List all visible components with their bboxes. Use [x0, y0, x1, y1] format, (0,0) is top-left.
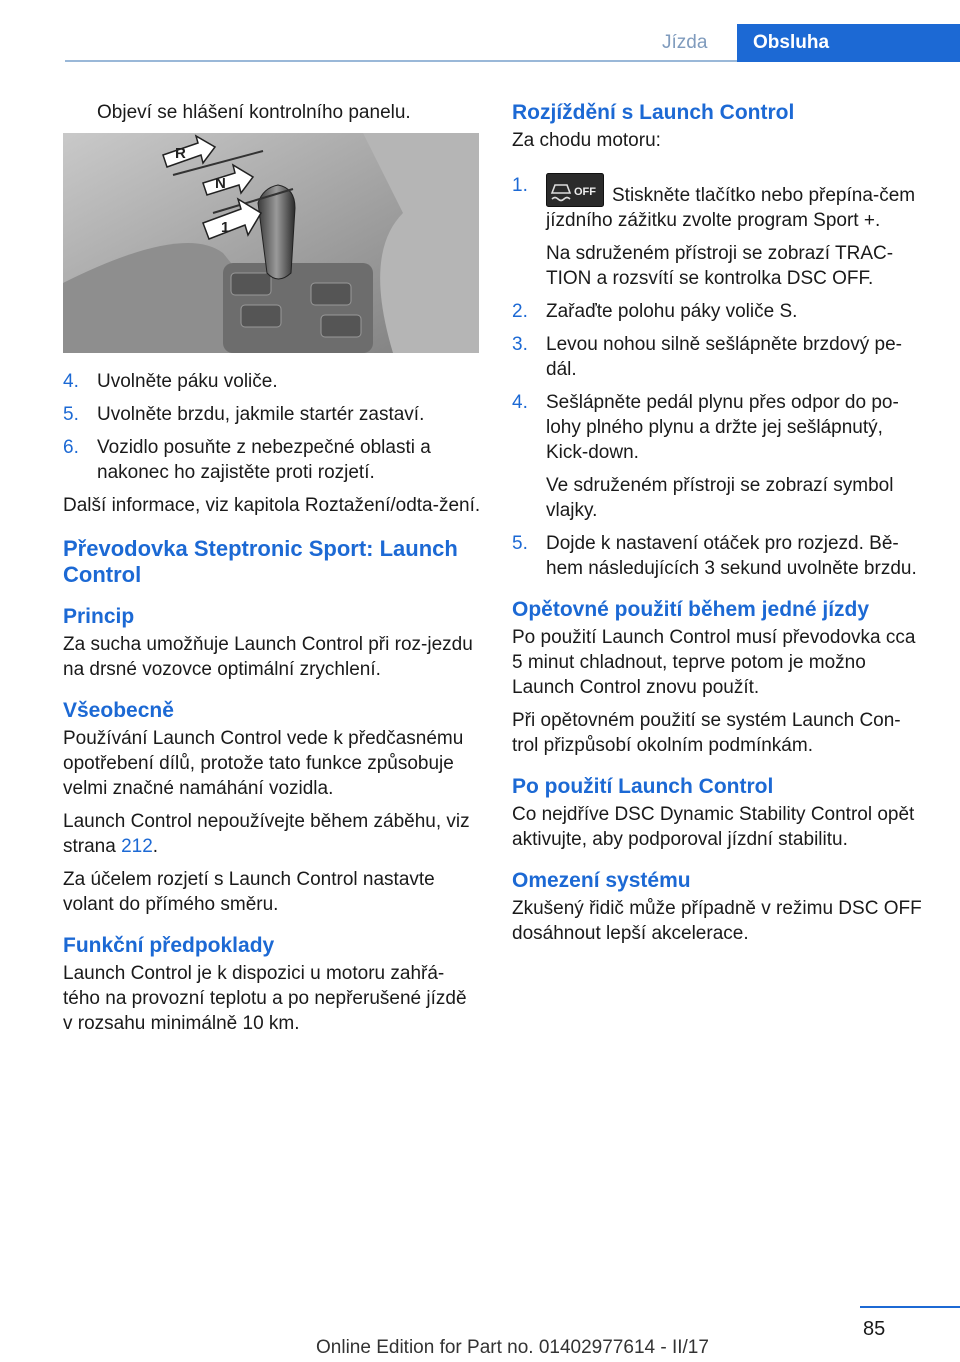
- arrow-n-label: N: [215, 175, 226, 192]
- list-item: 5. Uvolněte brzdu, jakmile startér zastaví.: [63, 404, 425, 425]
- tab-obsluha[interactable]: Obsluha: [737, 24, 960, 62]
- opetovne-heading: Opětovné použití během jedné jízdy: [512, 598, 870, 621]
- dsc-off-button-icon: [546, 173, 604, 207]
- page-number: 85: [863, 1318, 886, 1340]
- gear-selector-photo: [63, 133, 479, 353]
- list-item: 4. Uvolněte páku voliče.: [63, 371, 278, 392]
- list-item: 1. OFF Stiskněte tlačítko nebo přepína‐čem jízdního zážitku zvolte program Sport +. Na sdruženém přístroji se zobrazí TRAC‐TION a rozsvítí se kontrolka DSC OFF.: [512, 175, 916, 289]
- tab-jizda[interactable]: Jízda: [662, 32, 708, 53]
- intro-text: Objeví se hlášení kontrolního panelu.: [97, 102, 411, 123]
- more-info-text: Další informace, viz kapitola Roztažení/odta‐žení.: [63, 495, 481, 516]
- steps-list-left: [63, 369, 481, 485]
- left-column: [63, 100, 481, 1044]
- page-link[interactable]: 212: [121, 836, 153, 857]
- rozjizdeni-intro: Za chodu motoru:: [512, 130, 661, 151]
- list-item: 4. Sešlápněte pedál plynu přes odpor do po‐lohy plného plynu a držte jej sešlápnutý, Kick-down. Ve sdruženém přístroji se zobrazí symbol vlajky.: [512, 392, 899, 521]
- predpoklady-text: Launch Control je k dispozici u motoru zahřá‐tého na provozní teplotu a po nepřerušené jízdě v rozsahu minimálně 10 km.: [63, 963, 467, 1034]
- princip-heading: Princip: [63, 605, 135, 628]
- footer-rule: [860, 1306, 960, 1308]
- list-item: 2. Zařaďte polohu páky voliče S.: [512, 301, 798, 322]
- section-title: Převodovka Steptronic Sport: Launch Control: [63, 536, 458, 587]
- rozjizdeni-heading: Rozjíždění s Launch Control: [512, 101, 795, 124]
- vseobecne-heading: Všeobecně: [63, 699, 174, 722]
- right-column: [512, 100, 926, 954]
- arrow-r-label: R: [175, 145, 186, 162]
- dsc-off-button-label: OFF: [574, 186, 596, 198]
- vseobecne-text-2: Launch Control nepoužívejte během záběhu, viz strana 212.: [63, 811, 470, 857]
- omezeni-text: Zkušený řidič může případně v režimu DSC OFF dosáhnout lepší akcelerace.: [512, 898, 922, 944]
- predpoklady-heading: Funkční předpoklady: [63, 934, 275, 957]
- princip-text: Za sucha umožňuje Launch Control při roz‐jezdu na drsné vozovce optimální zrychlení.: [63, 634, 473, 680]
- po-pouziti-text: Co nejdříve DSC Dynamic Stability Control opět aktivujte, aby podporoval jízdní stabilitu.: [512, 804, 915, 850]
- omezeni-heading: Omezení systému: [512, 869, 691, 892]
- vseobecne-text-3: Za účelem rozjetí s Launch Control nastavte volant do přímého směru.: [63, 869, 435, 915]
- arrow-1-label: 1: [221, 219, 230, 236]
- list-item: 6. Vozidlo posuňte z nebezpečné oblasti a nakonec ho zajistěte proti rozjetí.: [63, 437, 431, 483]
- opetovne-text-2: Při opětovném použití se systém Launch Con‐trol přizpůsobí okolním podmínkám.: [512, 710, 901, 756]
- list-item: 3. Levou nohou silně sešlápněte brzdový pe‐dál.: [512, 334, 902, 380]
- po-pouziti-heading: Po použití Launch Control: [512, 775, 774, 798]
- opetovne-text-1: Po použití Launch Control musí převodovka cca 5 minut chladnout, teprve potom je možno Launch Control znovu použít.: [512, 627, 916, 698]
- footer-edition: Online Edition for Part no. 01402977614 - II/17: [316, 1337, 709, 1358]
- list-item: 5. Dojde k nastavení otáček pro rozjezd. Bě‐hem následujících 3 sekund uvolněte brzdu.: [512, 533, 917, 579]
- vseobecne-text-1: Používání Launch Control vede k předčasnému opotřebení dílů, protože tato funkce způsobuje velmi značné namáhání vozidla.: [63, 728, 464, 799]
- steps-list-right: [512, 173, 926, 581]
